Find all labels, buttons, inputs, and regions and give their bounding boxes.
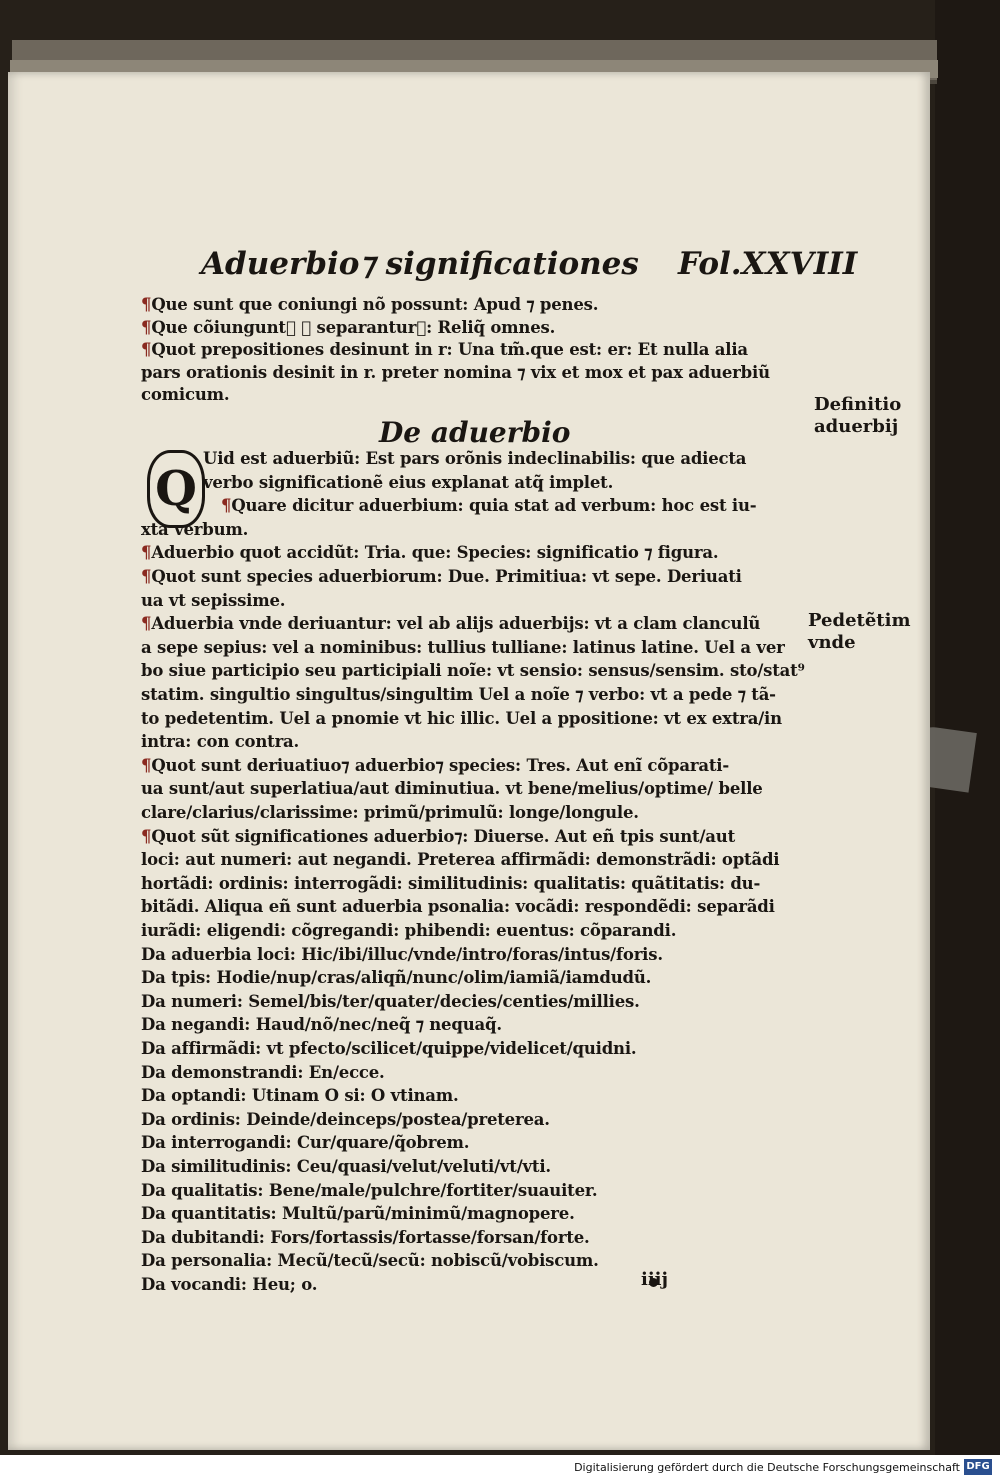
line-text: Da dubitandi: Fors/fortassis/fortasse/forsan/forte.	[141, 1227, 590, 1247]
paragraph-mark: ¶	[141, 543, 152, 563]
text-line	[141, 294, 598, 316]
margin-note-line: Pedetẽtim	[808, 610, 911, 631]
text-line	[141, 1250, 599, 1272]
text-line	[203, 448, 746, 470]
line-text: Da qualitatis: Bene/male/pulchre/fortiter/suauiter.	[141, 1180, 598, 1200]
text-line	[141, 1274, 317, 1296]
text-line	[141, 944, 663, 966]
line-text: Da affirmãdi: vt pfecto/scilicet/quippe/videlicet/quidni.	[141, 1039, 637, 1058]
margin-note-line: vnde	[808, 632, 856, 653]
line-text: Da interrogandi: Cur/quare/q̃obrem.	[141, 1133, 470, 1153]
text-line	[141, 896, 775, 918]
text-line	[141, 1227, 590, 1249]
line-text: Da demonstrandi: En/ecce.	[141, 1062, 385, 1082]
text-line	[141, 384, 229, 406]
margin-note-definitio	[814, 394, 901, 438]
line-text: a sepe sepius: vel a nominibus: tullius tulliane: latinus latine. Uel a ver	[141, 637, 785, 657]
text-line	[141, 991, 640, 1013]
paragraph-mark: ¶	[141, 826, 152, 846]
text-line	[141, 1085, 459, 1107]
footer-bar	[0, 1455, 1000, 1482]
line-text: verbo significationẽ eius explanat atq̃ implet.	[203, 472, 614, 492]
paragraph-mark: ¶	[221, 496, 232, 516]
text-line	[141, 731, 299, 753]
text-line	[141, 920, 676, 942]
text-line	[141, 1132, 469, 1154]
text-line	[141, 519, 248, 541]
line-text: Da optandi: Utinam O si: O vtinam.	[141, 1086, 459, 1106]
margin-note-pedetentim	[808, 610, 911, 654]
line-text: comicum.	[141, 385, 230, 404]
paragraph-mark: ¶	[141, 614, 152, 634]
paragraph-mark: ¶	[141, 340, 152, 359]
dfg-logo: DFG	[964, 1459, 992, 1475]
text-line	[141, 1109, 550, 1131]
text-line	[141, 339, 748, 361]
text-line	[141, 613, 760, 635]
line-text: Uid est aduerbiũ: Est pars orõnis indeclinabilis: que adiecta	[203, 449, 747, 468]
text-line	[141, 660, 805, 682]
line-text: Quot sunt deriuatiuo⁊ aduerbio⁊ species: Tres. Aut enĩ cõparati-	[151, 755, 729, 775]
line-text: hortãdi: ordinis: interrogãdi: similitudinis: qualitatis: quãtitatis: du-	[141, 873, 761, 893]
line-text: xta verbum.	[141, 519, 249, 539]
running-title: Aduerbio⁊ significationes	[201, 246, 639, 282]
line-text: loci: aut numeri: aut negandi. Preterea affirmãdi: demonstrãdi: optãdi	[141, 850, 780, 870]
line-text: Da tpis: Hodie/nup/cras/aliqñ/nunc/olim/iamiã/iamdudũ.	[141, 968, 652, 988]
line-text: to pedetentim. Uel a pnomie vt hic illic. Uel a ppositione: vt ex extra/in	[141, 708, 782, 728]
text-line	[141, 1038, 636, 1060]
line-text: iurãdi: eligendi: cõgregandi: phibendi: euentus: cõparandi.	[141, 921, 677, 940]
line-text: Da ordinis: Deinde/deinceps/postea/preterea.	[141, 1109, 550, 1129]
line-text: intra: con contra.	[141, 732, 300, 752]
paragraph-mark: ¶	[141, 295, 152, 314]
line-text: Da vocandi: Heu; o.	[141, 1275, 318, 1294]
line-text: Que sunt que coniungi nõ possunt: Apud ⁊ penes.	[151, 295, 599, 314]
folio-number: Fol.XXVIII	[678, 246, 858, 282]
line-text: bitãdi. Aliqua eñ sunt aduerbia psonalia: vocãdi: respondẽdi: separãdi	[141, 897, 775, 917]
text-line	[141, 637, 785, 659]
text-line	[141, 778, 763, 800]
text-line	[141, 684, 776, 706]
text-line	[141, 590, 285, 612]
paragraph-mark: ¶	[141, 755, 152, 775]
footer-credit: Digitalisierung gefördert durch die Deutsche Forschungsgemeinschaft	[574, 1461, 960, 1474]
section-title: De aduerbio	[379, 416, 571, 449]
signature-mark: iiij	[641, 1269, 669, 1290]
text-line	[141, 1014, 502, 1036]
text-line	[141, 708, 782, 730]
text-line	[141, 566, 742, 588]
text-line	[141, 362, 770, 384]
text-line	[141, 1156, 551, 1178]
line-text: Da numeri: Semel/bis/ter/quater/decies/centies/millies.	[141, 991, 640, 1011]
line-text: Aduerbia vnde deriuantur: vel ab alijs aduerbijs: vt a clam clanculũ	[151, 614, 761, 634]
line-text: Quare dicitur aduerbium: quia stat ad verbum: hoc est iu-	[231, 496, 757, 516]
line-text: ua vt sepissime.	[141, 590, 286, 610]
text-line	[141, 826, 735, 848]
text-line	[141, 542, 718, 564]
text-line	[141, 1203, 575, 1225]
text-line	[141, 802, 639, 824]
margin-note-line: Definitio	[814, 394, 902, 415]
line-text: Quot sũt significationes aduerbio⁊: Diuerse. Aut eñ tpis sunt/aut	[151, 826, 735, 846]
drop-initial: Q	[147, 450, 205, 528]
text-line	[141, 849, 779, 871]
book-page	[8, 72, 930, 1450]
line-text: Quot sunt species aduerbiorum: Due. Primitiua: vt sepe. Deriuati	[151, 567, 742, 586]
text-line	[141, 967, 651, 989]
line-text: pars orationis desinit in r. preter nomina ⁊ vix et mox et pax aduerbiũ	[141, 362, 770, 382]
line-text: bo siue participio seu participiali noĩe: vt sensio: sensus/sensim. sto/stat⁹	[141, 661, 805, 681]
text-line	[141, 317, 555, 339]
text-line	[141, 873, 760, 895]
text-line	[221, 495, 756, 517]
line-text: clare/clarius/clarissime: primũ/primulũ: longe/longule.	[141, 803, 639, 822]
line-text: Da negandi: Haud/nõ/nec/neq̃ ⁊ nequaq̃.	[141, 1015, 502, 1035]
line-text: ua sunt/aut superlatiua/aut diminutiua. vt bene/melius/optime/ belle	[141, 779, 763, 799]
line-text: Aduerbio quot accidũt: Tria. que: Species: significatio ⁊ figura.	[151, 543, 719, 563]
line-text: Da similitudinis: Ceu/quasi/velut/veluti/vt/vti.	[141, 1157, 551, 1176]
line-text: Da personalia: Mecũ/tecũ/secũ: nobiscũ/vobiscum.	[141, 1251, 599, 1271]
text-line	[141, 1180, 597, 1202]
paragraph-mark: ¶	[141, 317, 152, 337]
line-text: Da aduerbia loci: Hic/ibi/illuc/vnde/intro/foras/intus/foris.	[141, 944, 663, 964]
text-line	[141, 1062, 385, 1084]
paragraph-mark: ¶	[141, 567, 152, 586]
line-text: Quot prepositiones desinunt in r: Una tm̃.que est: er: Et nulla alia	[151, 340, 748, 359]
book-cover-edge	[935, 0, 1000, 1455]
text-line	[203, 472, 613, 494]
line-text: Da quantitatis: Multũ/parũ/minimũ/magnopere.	[141, 1204, 575, 1224]
line-text: Que cõiunguntᷓ ⁊ separanturᷓ: Reliq̃ omnes.	[151, 317, 556, 337]
margin-note-line: aduerbij	[814, 416, 899, 437]
line-text: statim. singultio singultus/singultim Uel a noĩe ⁊ verbo: vt a pede ⁊ tã-	[141, 685, 776, 704]
text-line	[141, 755, 729, 777]
